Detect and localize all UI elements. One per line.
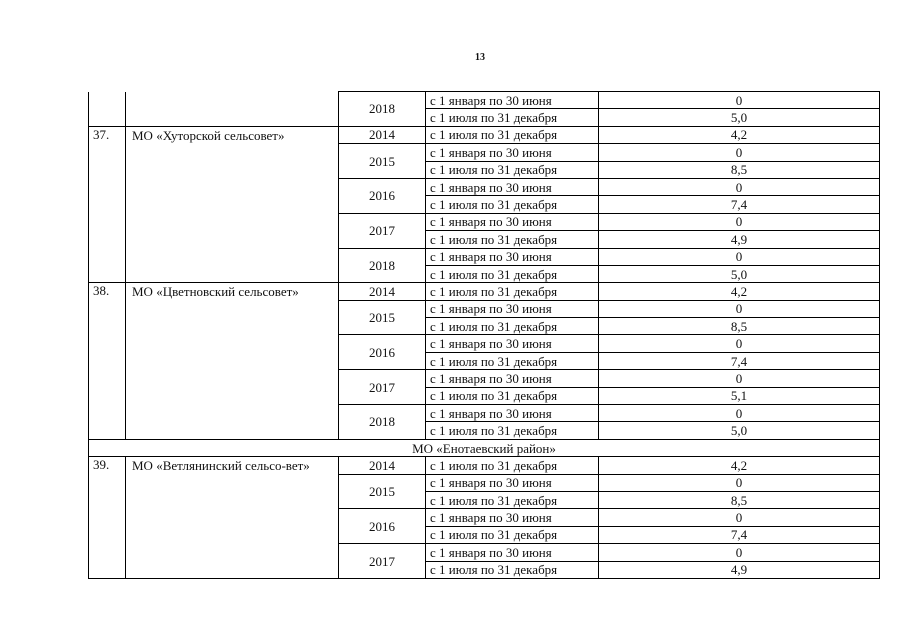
value-cell: 4,2 xyxy=(599,457,880,474)
value-cell: 0 xyxy=(599,92,880,109)
table-row xyxy=(89,439,880,456)
value-cell: 5,1 xyxy=(599,387,880,404)
period-cell: с 1 июля по 31 декабря xyxy=(426,352,599,369)
period-cell: с 1 января по 30 июня xyxy=(426,144,599,161)
value-cell: 0 xyxy=(599,509,880,526)
period-cell: с 1 января по 30 июня xyxy=(426,248,599,265)
value-cell: 0 xyxy=(599,370,880,387)
period-cell: с 1 января по 30 июня xyxy=(426,509,599,526)
period-cell: с 1 января по 30 июня xyxy=(426,300,599,317)
year-cell: 2015 xyxy=(339,474,426,509)
period-cell: с 1 июля по 31 декабря xyxy=(426,265,599,282)
period-cell: с 1 июля по 31 декабря xyxy=(426,283,599,300)
period-cell: с 1 июля по 31 декабря xyxy=(426,387,599,404)
municipality-cell: МО «Ветлянинский сельсо-вет» xyxy=(126,457,339,579)
period-cell: с 1 июля по 31 декабря xyxy=(426,109,599,126)
value-cell: 7,4 xyxy=(599,526,880,543)
value-cell: 0 xyxy=(599,144,880,161)
value-cell: 8,5 xyxy=(599,491,880,508)
row-number-cell xyxy=(89,92,126,127)
value-cell: 0 xyxy=(599,300,880,317)
municipality-cell: МО «Хуторской сельсовет» xyxy=(126,126,339,283)
value-cell: 8,5 xyxy=(599,161,880,178)
period-cell: с 1 июля по 31 декабря xyxy=(426,231,599,248)
tariff-table xyxy=(88,91,880,579)
value-cell: 4,2 xyxy=(599,283,880,300)
year-cell: 2015 xyxy=(339,300,426,335)
period-cell: с 1 июля по 31 декабря xyxy=(426,161,599,178)
value-cell: 4,9 xyxy=(599,231,880,248)
period-cell: с 1 января по 30 июня xyxy=(426,474,599,491)
period-cell: с 1 июля по 31 декабря xyxy=(426,126,599,143)
year-cell: 2017 xyxy=(339,213,426,248)
value-cell: 0 xyxy=(599,405,880,422)
value-cell: 0 xyxy=(599,213,880,230)
value-cell: 0 xyxy=(599,178,880,195)
value-cell: 8,5 xyxy=(599,318,880,335)
year-cell: 2016 xyxy=(339,335,426,370)
municipality-cell xyxy=(126,92,339,127)
section-header: МО «Енотаевский район» xyxy=(89,439,880,456)
table-row xyxy=(89,92,880,109)
period-cell: с 1 января по 30 июня xyxy=(426,213,599,230)
value-cell: 5,0 xyxy=(599,109,880,126)
period-cell: с 1 января по 30 июня xyxy=(426,544,599,561)
value-cell: 5,0 xyxy=(599,265,880,282)
value-cell: 7,4 xyxy=(599,196,880,213)
value-cell: 4,9 xyxy=(599,561,880,578)
row-number-cell: 37. xyxy=(89,126,126,283)
period-cell: с 1 января по 30 июня xyxy=(426,178,599,195)
table-row xyxy=(89,126,880,143)
page-number: 13 xyxy=(475,52,485,63)
year-cell: 2018 xyxy=(339,405,426,440)
row-number-cell: 39. xyxy=(89,457,126,579)
period-cell: с 1 июля по 31 декабря xyxy=(426,526,599,543)
year-cell: 2014 xyxy=(339,283,426,300)
table-row xyxy=(89,457,880,474)
value-cell: 7,4 xyxy=(599,352,880,369)
value-cell: 0 xyxy=(599,544,880,561)
value-cell: 0 xyxy=(599,474,880,491)
value-cell: 0 xyxy=(599,248,880,265)
municipality-cell: МО «Цветновский сельсовет» xyxy=(126,283,339,440)
period-cell: с 1 января по 30 июня xyxy=(426,370,599,387)
period-cell: с 1 января по 30 июня xyxy=(426,405,599,422)
value-cell: 4,2 xyxy=(599,126,880,143)
year-cell: 2016 xyxy=(339,509,426,544)
period-cell: с 1 июля по 31 декабря xyxy=(426,491,599,508)
year-cell: 2018 xyxy=(339,92,426,127)
year-cell: 2018 xyxy=(339,248,426,283)
value-cell: 0 xyxy=(599,335,880,352)
period-cell: с 1 июля по 31 декабря xyxy=(426,422,599,439)
table-row xyxy=(89,283,880,300)
year-cell: 2014 xyxy=(339,457,426,474)
year-cell: 2017 xyxy=(339,370,426,405)
period-cell: с 1 июля по 31 декабря xyxy=(426,318,599,335)
year-cell: 2014 xyxy=(339,126,426,143)
value-cell: 5,0 xyxy=(599,422,880,439)
row-number-cell: 38. xyxy=(89,283,126,440)
period-cell: с 1 января по 30 июня xyxy=(426,335,599,352)
period-cell: с 1 июля по 31 декабря xyxy=(426,561,599,578)
year-cell: 2017 xyxy=(339,544,426,579)
period-cell: с 1 июля по 31 декабря xyxy=(426,457,599,474)
year-cell: 2015 xyxy=(339,144,426,179)
period-cell: с 1 июля по 31 декабря xyxy=(426,196,599,213)
period-cell: с 1 января по 30 июня xyxy=(426,92,599,109)
year-cell: 2016 xyxy=(339,178,426,213)
